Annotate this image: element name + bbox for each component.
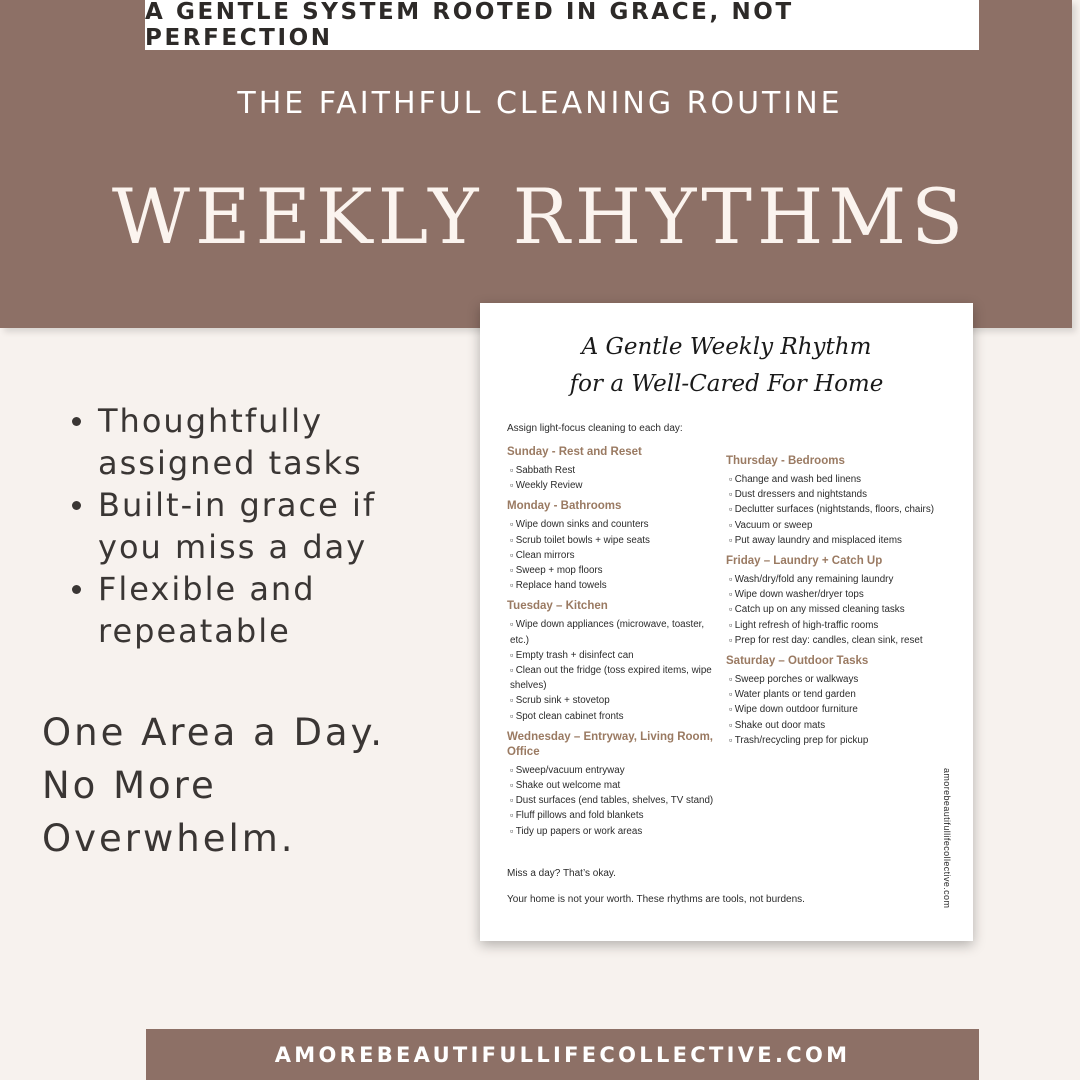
day-block [507,730,717,839]
task-item: ▫ Wipe down washer/dryer tops [726,587,954,602]
task-item: ▫ Wipe down outdoor furniture [726,702,954,717]
left-column [507,445,717,845]
slogan-line: No More [42,764,217,807]
task-item: ▫ Catch up on any missed cleaning tasks [726,602,954,617]
printable-note: Your home is not your worth. These rhythms are tools, not burdens. [507,894,805,905]
task-item: ▫ Declutter surfaces (nightstands, floors, chairs) [726,502,954,517]
task-item: ▫ Wash/dry/fold any remaining laundry [726,572,954,587]
footer-url: AMOREBEAUTIFULLIFECOLLECTIVE.COM [274,1042,851,1067]
tagline-text: A GENTLE SYSTEM ROOTED IN GRACE, NOT PERFECTION [145,0,794,51]
printable-note: Miss a day? That’s okay. [507,868,616,879]
feature-item: Built-in grace if you miss a day [70,484,430,568]
printable-intro: Assign light-focus cleaning to each day: [507,423,683,434]
day-title: Friday – Laundry + Catch Up [726,555,883,568]
task-item: ▫ Shake out welcome mat [507,778,717,793]
task-item: ▫ Shake out door mats [726,718,954,733]
slogan-line: One Area a Day. [42,711,385,754]
task-item: ▫ Wipe down sinks and counters [507,517,717,532]
printable-title-line: for a Well-Cared For Home [569,371,884,397]
feature-list [70,400,430,652]
task-item: ▫ Dust surfaces (end tables, shelves, TV stand) [507,793,717,808]
slogan [42,706,462,865]
task-item: ▫ Prep for rest day: candles, clean sink, reset [726,633,954,648]
task-item: ▫ Sweep + mop floors [507,563,717,578]
task-item: ▫ Clean mirrors [507,548,717,563]
feature-item: Flexible and repeatable [70,568,430,652]
task-item: ▫ Trash/recycling prep for pickup [726,733,954,748]
task-item: ▫ Dust dressers and nightstands [726,487,954,502]
day-block [507,599,717,723]
task-item: ▫ Clean out the fridge (toss expired items, wipe shelves) [507,663,717,693]
task-item: ▫ Sweep/vacuum entryway [507,763,717,778]
day-block [726,554,954,648]
task-item: ▫ Change and wash bed linens [726,472,954,487]
right-column [726,454,954,754]
feature-item: Thoughtfully assigned tasks [70,400,430,484]
task-item: ▫ Light refresh of high-traffic rooms [726,618,954,633]
tagline-banner [145,0,979,50]
task-item: ▫ Put away laundry and misplaced items [726,533,954,548]
day-title: Monday - Bathrooms [507,500,622,513]
task-item: ▫ Water plants or tend garden [726,687,954,702]
day-title: Tuesday – Kitchen [507,600,608,613]
printable-preview [480,303,973,941]
day-title: Thursday - Bedrooms [726,455,845,467]
task-item: ▫ Scrub sink + stovetop [507,693,717,708]
day-block [507,445,717,493]
footer-band [146,1029,979,1080]
task-item: ▫ Empty trash + disinfect can [507,648,717,663]
day-title: Wednesday – Entryway, Living Room, Office [507,730,713,758]
task-item: ▫ Vacuum or sweep [726,518,954,533]
printable-title [480,329,973,403]
day-block [726,454,954,548]
task-item: ▫ Scrub toilet bowls + wipe seats [507,533,717,548]
main-title: WEEKLY RHYTHMS [111,172,969,261]
task-item: ▫ Sweep porches or walkways [726,672,954,687]
day-block [507,499,717,593]
task-item: ▫ Replace hand towels [507,578,717,593]
printable-side-url: amorebeautifullifecollective.com [942,768,952,909]
day-title: Saturday – Outdoor Tasks [726,655,869,668]
task-item: ▫ Sabbath Rest [507,463,717,478]
slogan-line: Overwhelm. [42,817,296,860]
printable-title-line: A Gentle Weekly Rhythm [581,334,872,360]
day-title: Sunday - Rest and Reset [507,446,642,458]
task-item: ▫ Weekly Review [507,478,717,493]
task-item: ▫ Fluff pillows and fold blankets [507,808,717,823]
subtitle: THE FAITHFUL CLEANING ROUTINE [237,86,843,121]
task-item: ▫ Wipe down appliances (microwave, toaster, etc.) [507,617,717,647]
task-item: ▫ Tidy up papers or work areas [507,824,717,839]
day-block [726,654,954,748]
task-item: ▫ Spot clean cabinet fronts [507,709,717,724]
